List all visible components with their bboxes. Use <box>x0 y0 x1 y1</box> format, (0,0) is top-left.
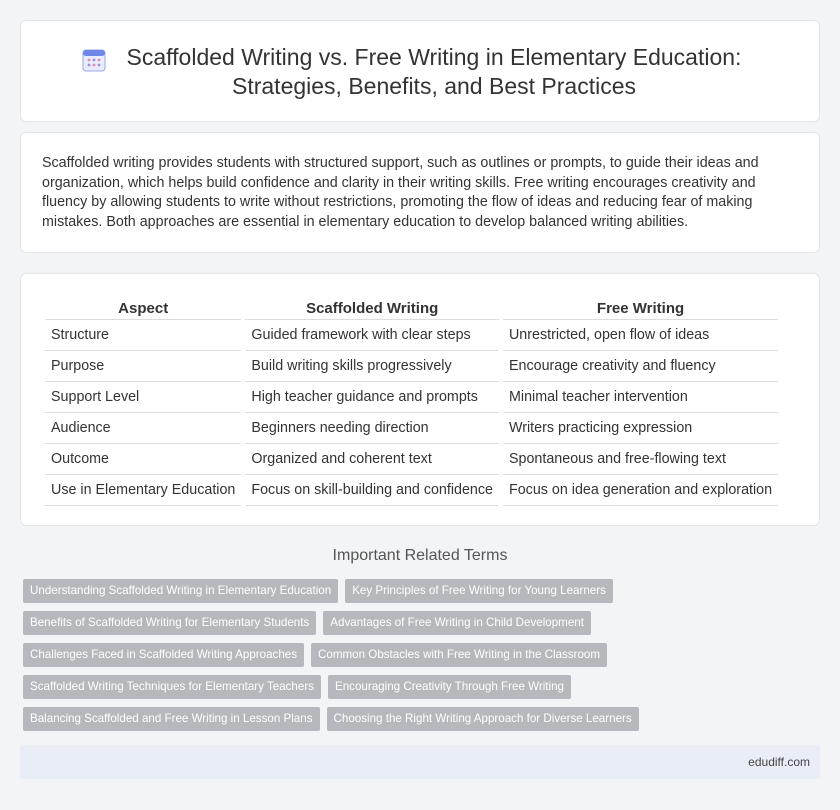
related-term-tag[interactable]: Challenges Faced in Scaffolded Writing Approaches <box>23 643 304 667</box>
table-cell: Focus on idea generation and exploration <box>503 475 778 506</box>
table-cell: Beginners needing direction <box>245 413 499 444</box>
table-row <box>45 351 778 382</box>
comparison-table <box>41 294 782 506</box>
page-title: Scaffolded Writing vs. Free Writing in Elementary Education: Strategies, Benefits, and Best Practices <box>126 44 742 99</box>
table-header-scaffolded: Scaffolded Writing <box>245 294 499 320</box>
table-header-free: Free Writing <box>503 294 778 320</box>
table-cell: Use in Elementary Education <box>45 475 241 506</box>
table-row <box>45 413 778 444</box>
table-cell: High teacher guidance and prompts <box>245 382 499 413</box>
table-cell: Spontaneous and free-flowing text <box>503 444 778 475</box>
table-row <box>45 382 778 413</box>
table-cell: Unrestricted, open flow of ideas <box>503 320 778 351</box>
table-cell: Audience <box>45 413 241 444</box>
intro-paragraph: Scaffolded writing provides students with structured support, such as outlines or prompts, to guide their ideas and organization, which helps build confidence and clarity in their writing skills. Free writing encourages creativity and fluency by allowing students to write without restrictions, promoting the flow of ideas and reducing fear of making mistakes. Both approaches are essential in elementary education to develop balanced writing abilities. <box>42 155 759 230</box>
table-header-row <box>45 294 778 320</box>
intro-card <box>20 132 820 253</box>
table-cell: Build writing skills progressively <box>245 351 499 382</box>
header-card <box>20 20 820 122</box>
table-row <box>45 444 778 475</box>
table-cell: Organized and coherent text <box>245 444 499 475</box>
table-cell: Structure <box>45 320 241 351</box>
related-term-tag[interactable]: Balancing Scaffolded and Free Writing in Lesson Plans <box>23 707 320 731</box>
table-cell: Writers practicing expression <box>503 413 778 444</box>
table-cell: Encourage creativity and fluency <box>503 351 778 382</box>
table-cell: Guided framework with clear steps <box>245 320 499 351</box>
related-term-tag[interactable]: Choosing the Right Writing Approach for Diverse Learners <box>327 707 639 731</box>
table-cell: Purpose <box>45 351 241 382</box>
related-term-tag[interactable]: Advantages of Free Writing in Child Development <box>323 611 591 635</box>
table-cell: Focus on skill-building and confidence <box>245 475 499 506</box>
table-cell: Outcome <box>45 444 241 475</box>
related-term-tag[interactable]: Scaffolded Writing Techniques for Elementary Teachers <box>23 675 321 699</box>
footer <box>20 745 820 779</box>
comparison-table-card <box>20 273 820 526</box>
related-term-tag[interactable]: Understanding Scaffolded Writing in Elementary Education <box>23 579 338 603</box>
related-term-tag[interactable]: Key Principles of Free Writing for Young Learners <box>345 579 613 603</box>
table-cell: Support Level <box>45 382 241 413</box>
related-terms-list <box>23 579 813 739</box>
table-row <box>45 320 778 351</box>
table-row <box>45 475 778 506</box>
related-term-tag[interactable]: Benefits of Scaffolded Writing for Elementary Students <box>23 611 316 635</box>
related-term-tag[interactable]: Common Obstacles with Free Writing in the Classroom <box>311 643 607 667</box>
table-cell: Minimal teacher intervention <box>503 382 778 413</box>
related-term-tag[interactable]: Encouraging Creativity Through Free Writing <box>328 675 571 699</box>
footer-site-link[interactable]: edudiff.com <box>748 755 810 769</box>
table-header-aspect: Aspect <box>45 294 241 320</box>
related-terms-heading: Important Related Terms <box>332 547 508 564</box>
